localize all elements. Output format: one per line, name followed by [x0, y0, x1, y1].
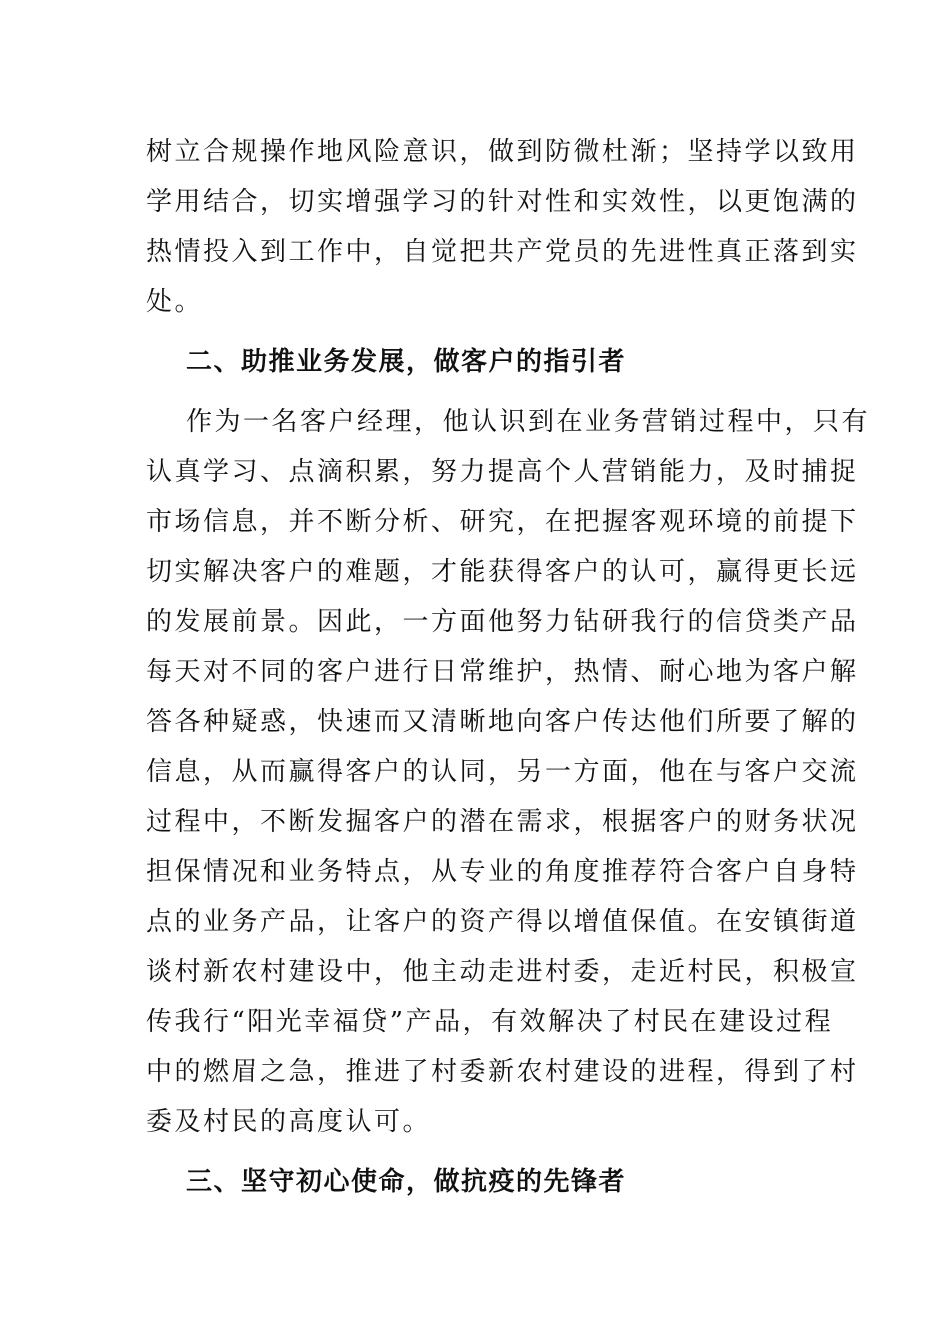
paragraph-1-line-2: 学用结合，切实增强学习的针对性和实效性，以更饱满的: [146, 187, 859, 217]
paragraph-2-line-14: 中的燃眉之急，推进了村委新农村建设的进程，得到了村: [146, 1057, 859, 1087]
paragraph-2-line-6: 每天对不同的客户进行日常维护，热情、耐心地为客户解: [146, 657, 859, 687]
paragraph-2-line-1: 作为一名客户经理，他认识到在业务营销过程中，只有: [186, 407, 871, 437]
paragraph-2-line-9: 过程中，不断发掘客户的潜在需求，根据客户的财务状况: [146, 807, 859, 837]
paragraph-2-line-5: 的发展前景。因此，一方面他努力钻研我行的信贷类产品: [146, 607, 859, 637]
paragraph-2-line-12: 谈村新农村建设中，他主动走进村委，走近村民，积极宣: [146, 957, 859, 987]
paragraph-2-line-8: 信息，从而赢得客户的认同，另一方面，他在与客户交流: [146, 757, 859, 787]
paragraph-2-line-13: 传我行“阳光幸福贷”产品，有效解决了村民在建设过程: [146, 1007, 834, 1037]
paragraph-2-line-7: 答各种疑惑，快速而又清晰地向客户传达他们所要了解的: [146, 707, 859, 737]
paragraph-2-line-11: 点的业务产品，让客户的资产得以增值保值。在安镇街道: [146, 907, 859, 937]
paragraph-1-line-1: 树立合规操作地风险意识，做到防微杜渐；坚持学以致用: [146, 137, 859, 167]
paragraph-2-line-10: 担保情况和业务特点，从专业的角度推荐符合客户自身特: [146, 857, 859, 887]
paragraph-2-line-3: 市场信息，并不断分析、研究，在把握客观环境的前提下: [146, 507, 859, 537]
section-3-heading: 三、坚守初心使命，做抗疫的先锋者: [186, 1167, 627, 1197]
paragraph-2-line-2: 认真学习、点滴积累，努力提高个人营销能力，及时捕捉: [146, 457, 859, 487]
paragraph-2-line-15: 委及村民的高度认可。: [146, 1107, 432, 1137]
paragraph-1-line-3: 热情投入到工作中，自觉把共产党员的先进性真正落到实: [146, 237, 859, 267]
paragraph-2-line-4: 切实解决客户的难题，才能获得客户的认可，赢得更长远: [146, 557, 859, 587]
section-2-heading: 二、助推业务发展，做客户的指引者: [186, 347, 627, 377]
paragraph-1-line-4: 处。: [146, 287, 204, 317]
